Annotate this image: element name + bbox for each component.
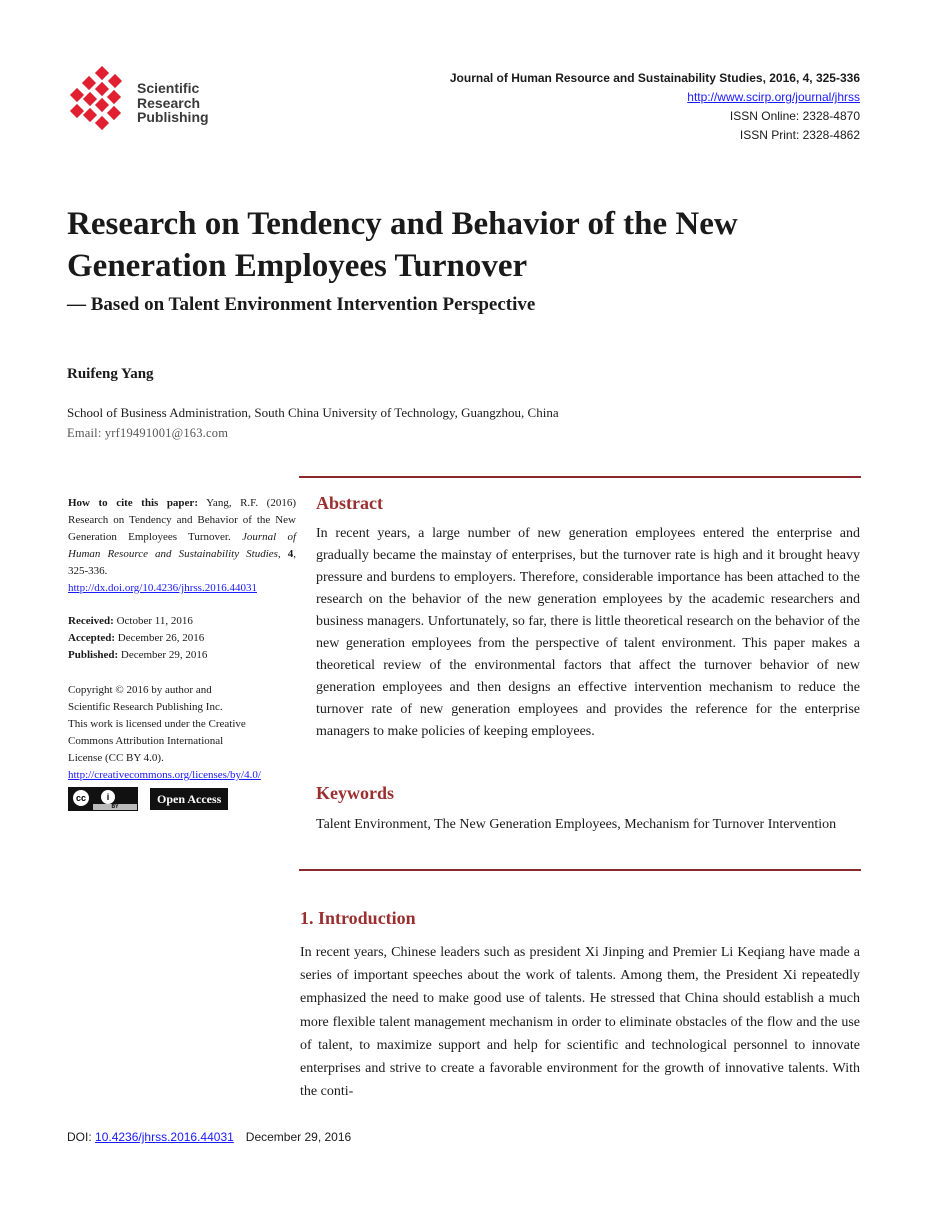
footer-doi-link[interactable]: 10.4236/jhrss.2016.44031 bbox=[95, 1130, 234, 1144]
abstract-text: In recent years, a large number of new generation employees entered the enterprise and gradually became the mainstay of enterprises, but the turnover rate is high and it brought heavy pressure and burdens to employers. Therefore, considerable importance has been attached to the research on the behavior of the new generation employees by the academic researchers and business managers. Unfortunately, so far, there is little theoretical research on the behavior of the new generation employees from the perspective of talent environment. This paper makes a theoretical review of the environmental factors that affect the turnover behavior of new generation employees and then designs an effective intervention mechanism to reduce the turnover rate of new generation employees and provides the reference for the enterprise managers to make policies of keeping employees. bbox=[316, 526, 860, 739]
cc-by-label: BY bbox=[93, 804, 137, 810]
journal-header bbox=[450, 69, 860, 145]
license-line-3: License (CC BY 4.0). bbox=[68, 752, 164, 764]
publisher-logo-icon bbox=[68, 66, 134, 138]
received-label: Received: bbox=[68, 615, 114, 627]
cite-sep: , bbox=[277, 548, 288, 560]
introduction-text: In recent years, Chinese leaders such as president Xi Jinping and Premier Li Keqiang have made a series of important speeches about the work of talents. Among them, the President Xi repeatedly emphasized the need to make good use of talents. He stressed that China should establish a much more flexible talent management mechanism in order to eliminate obstacles of the flow and the use of talent, to maximize support and help for scientific and technological personnel to innovate enterprises and strive to create a favorable environment for the growth of innovative talents. With the conti- bbox=[300, 945, 860, 1100]
abstract-top-rule bbox=[299, 476, 861, 478]
paper-subtitle: — Based on Talent Environment Intervention Perspective bbox=[67, 294, 536, 315]
keywords-heading: Keywords bbox=[316, 783, 394, 803]
cite-text: Yang, R.F. (2016) Research on Tendency and Behavior of the New Generation Employees Turnover. bbox=[68, 497, 296, 543]
sidebar-info bbox=[68, 495, 296, 811]
accepted-date: December 26, 2016 bbox=[117, 632, 205, 644]
cc-icon: cc bbox=[73, 790, 89, 806]
author-name: Ruifeng Yang bbox=[67, 366, 154, 382]
copyright-line-2: Scientific Research Publishing Inc. bbox=[68, 701, 223, 713]
introduction-heading: 1. Introduction bbox=[300, 908, 416, 928]
license-line-2: Commons Attribution International bbox=[68, 735, 224, 747]
author-email: Email: yrf19491001@163.com bbox=[67, 426, 229, 440]
publisher-line-1: Scientific bbox=[137, 80, 200, 96]
by-person-icon: i bbox=[101, 790, 115, 804]
paper-title-line-2: Generation Employees Turnover bbox=[67, 248, 528, 284]
publisher-name bbox=[137, 81, 209, 125]
publisher-line-2: Research bbox=[137, 94, 201, 111]
how-to-cite bbox=[68, 495, 296, 580]
accepted-label: Accepted: bbox=[68, 632, 116, 644]
paper-title bbox=[67, 203, 867, 287]
publisher-line-3: Publishing bbox=[137, 109, 209, 125]
cite-volume: 4 bbox=[287, 548, 294, 560]
license-link[interactable]: http://creativecommons.org/licenses/by/4.0/ bbox=[68, 769, 261, 781]
abstract-heading: Abstract bbox=[316, 493, 383, 513]
issn-print: ISSN Print: 2328-4862 bbox=[739, 128, 860, 142]
footer-doi-label: DOI: bbox=[67, 1130, 96, 1144]
journal-citation: Journal of Human Resource and Sustainability Studies, 2016, 4, 325-336 bbox=[449, 71, 860, 85]
published-label: Published: bbox=[68, 649, 119, 661]
abstract-bottom-rule bbox=[299, 869, 861, 871]
doi-link[interactable]: http://dx.doi.org/10.4236/jhrss.2016.44031 bbox=[68, 582, 257, 594]
paper-title-line-1: Research on Tendency and Behavior of the New bbox=[67, 206, 738, 242]
received-date: October 11, 2016 bbox=[116, 615, 193, 627]
issn-online: ISSN Online: 2328-4870 bbox=[729, 109, 860, 123]
cite-label: How to cite this paper: bbox=[68, 497, 198, 509]
cite-journal: Journal of Human Resource and Sustainability Studies bbox=[68, 531, 297, 560]
cite-pages: , 325-336. bbox=[68, 548, 296, 577]
footer-date: December 29, 2016 bbox=[245, 1130, 352, 1144]
copyright-line-1: Copyright © 2016 by author and bbox=[68, 684, 212, 696]
journal-url-link[interactable]: http://www.scirp.org/journal/jhrss bbox=[687, 90, 860, 104]
page-footer bbox=[67, 1130, 351, 1144]
author-affiliation: School of Business Administration, South China University of Technology, Guangzhou, China bbox=[67, 405, 559, 420]
published-date: December 29, 2016 bbox=[120, 649, 208, 661]
cc-by-badge[interactable] bbox=[68, 787, 138, 811]
license-line-1: This work is licensed under the Creative bbox=[68, 718, 246, 730]
open-access-badge[interactable]: Open Access bbox=[150, 788, 228, 810]
keywords-text: Talent Environment, The New Generation Employees, Mechanism for Turnover Intervention bbox=[316, 817, 837, 832]
